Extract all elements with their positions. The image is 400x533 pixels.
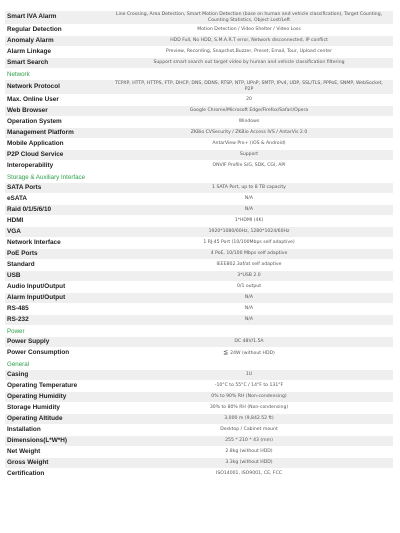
spec-label: Gross Weight xyxy=(7,458,49,466)
spec-row xyxy=(5,183,393,194)
spec-label: Power Consumption xyxy=(7,348,70,356)
section-header xyxy=(5,172,393,183)
spec-table xyxy=(5,11,393,480)
spec-row xyxy=(5,403,393,414)
spec-row xyxy=(5,106,393,117)
spec-row xyxy=(5,47,393,58)
section-title: Storage & Auxiliary Interface xyxy=(7,173,86,181)
spec-row xyxy=(5,337,393,348)
spec-value: 0% to 90% RH (Non-condensing) xyxy=(211,394,287,400)
spec-value: 2.8kg (without HDD) xyxy=(225,449,273,455)
spec-value: N/A xyxy=(244,196,254,202)
spec-row xyxy=(5,414,393,425)
spec-label: Alarm Input/Output xyxy=(7,293,66,301)
spec-row xyxy=(5,11,393,25)
spec-label: Operating Altitude xyxy=(7,414,63,422)
spec-row xyxy=(5,139,393,150)
spec-row xyxy=(5,304,393,315)
spec-value: TCP/IP, HTTP, HTTPS, FTP, DHCP, DNS, DDNS, RTSP, NTP, UPnP, SMTP, IPv4, UDP, SSL/TLS, PPPoE, SNMP, WebSocket, P2P xyxy=(115,81,383,92)
spec-label: PoE Ports xyxy=(7,249,38,257)
spec-value: Windows xyxy=(238,119,260,125)
spec-label: Web Browser xyxy=(7,106,48,114)
less-equal-symbol: ≦ xyxy=(223,349,229,357)
spec-row xyxy=(5,227,393,238)
spec-label: Certification xyxy=(7,469,45,477)
spec-label: Dimensions(L*W*H) xyxy=(7,436,68,444)
spec-row xyxy=(5,381,393,392)
spec-row xyxy=(5,80,393,95)
spec-value: ONVIF Profile S/G, SDK, CGI, API xyxy=(212,163,286,169)
spec-label: Network Interface xyxy=(7,238,61,246)
spec-value: 3.3kg (without HDD) xyxy=(225,460,273,466)
spec-value: AntarView Pro+ (iOS & Android) xyxy=(212,141,286,147)
spec-label: eSATA xyxy=(7,194,28,202)
spec-label: Operation System xyxy=(7,117,62,125)
spec-value: Motion Detection / Video Shelter / Video Loss xyxy=(197,27,301,33)
section-title: General xyxy=(7,360,30,368)
spec-row xyxy=(5,315,393,326)
spec-value: 3*USB 2.0 xyxy=(237,273,261,279)
spec-value: N/A xyxy=(244,295,254,301)
spec-label: RS-485 xyxy=(7,304,29,312)
spec-label: SATA Ports xyxy=(7,183,42,191)
section-title: Network xyxy=(7,70,30,78)
spec-row xyxy=(5,205,393,216)
spec-label: RS-232 xyxy=(7,315,29,323)
spec-row xyxy=(5,95,393,106)
spec-label: USB xyxy=(7,271,21,279)
spec-label: Alarm Linkage xyxy=(7,47,52,55)
section-header xyxy=(5,359,393,370)
spec-value: 0/1 output xyxy=(236,284,261,290)
spec-row xyxy=(5,58,393,69)
spec-value: 1 RJ-45 Port (10/100Mbps self adaptive) xyxy=(203,240,295,246)
spec-label: Network Protocol xyxy=(7,82,60,90)
spec-label: Mobile Application xyxy=(7,139,64,147)
spec-row xyxy=(5,238,393,249)
spec-row xyxy=(5,458,393,469)
spec-label: Casing xyxy=(7,370,29,378)
spec-row xyxy=(5,348,393,359)
spec-value: Line Crossing, Area Detection, Smart Motion Detection (base on human and vehicle classification), Target Counting, Counting Statistics, Object Lost/Left xyxy=(115,11,383,23)
spec-label: HDMI xyxy=(7,216,24,224)
spec-row xyxy=(5,150,393,161)
section-header xyxy=(5,326,393,337)
spec-label: P2P Cloud Service xyxy=(7,150,64,158)
spec-label: Management Platform xyxy=(7,128,74,136)
spec-value: ISO14001, ISO9001, CE, FCC xyxy=(215,471,282,477)
spec-label: Raid 0/1/5/6/10 xyxy=(7,205,52,213)
spec-label: Anomaly Alarm xyxy=(7,36,54,44)
spec-value: 4 PoE, 10/100 Mbps self adaptive xyxy=(210,251,288,257)
spec-value: 3,000 m (9,842.52 ft) xyxy=(224,416,274,422)
spec-row xyxy=(5,436,393,447)
spec-value: IEEE802.3af/at self adaptive xyxy=(216,262,282,268)
spec-row xyxy=(5,370,393,381)
spec-label: Max. Online User xyxy=(7,95,59,103)
spec-value: 1920*1080/60Hz, 1280*1024/60Hz xyxy=(208,229,290,235)
spec-label: Regular Detection xyxy=(7,25,62,33)
spec-value: N/A xyxy=(244,207,254,213)
spec-value: ZKBio CVSecurity / ZKBio Access IVS / AntarVis 2.0 xyxy=(190,130,308,136)
spec-label: Installation xyxy=(7,425,41,433)
spec-value: -10°C to 55°C / 14°F to 131°F xyxy=(214,383,284,389)
spec-value-text: 24W (without HDD) xyxy=(230,351,275,357)
spec-label: Storage Humidity xyxy=(7,403,60,411)
spec-label: Smart IVA Alarm xyxy=(7,13,57,21)
spec-row xyxy=(5,282,393,293)
spec-row xyxy=(5,128,393,139)
spec-value: 1 SATA Port, up to 8 TB capacity xyxy=(212,185,286,191)
spec-value: Desktop / Cabinet mount xyxy=(220,427,278,433)
spec-value: Support smart search out target video by human and vehicle classification filtering xyxy=(153,60,345,66)
spec-value: HDD Full, No HDD, S.M.A.R.T error, Network disconnected, IP conflict xyxy=(170,38,328,44)
spec-value: N/A xyxy=(244,306,254,312)
spec-row xyxy=(5,194,393,205)
spec-row xyxy=(5,425,393,436)
spec-row xyxy=(5,161,393,172)
spec-row xyxy=(5,392,393,403)
spec-value: 30% to 80% RH (Non-condensing) xyxy=(209,405,289,411)
spec-row xyxy=(5,249,393,260)
spec-row xyxy=(5,36,393,47)
spec-row xyxy=(5,469,393,480)
spec-value: 1*HDMI (4K) xyxy=(234,218,264,224)
spec-value: N/A xyxy=(244,317,254,323)
section-header xyxy=(5,69,393,80)
spec-value: 1U xyxy=(245,372,253,378)
spec-label: Interoperability xyxy=(7,161,54,169)
spec-label: Net Weight xyxy=(7,447,41,455)
spec-label: VGA xyxy=(7,227,21,235)
spec-row xyxy=(5,117,393,128)
spec-row xyxy=(5,271,393,282)
spec-label: Power Supply xyxy=(7,337,50,345)
spec-row xyxy=(5,25,393,36)
spec-value: Support xyxy=(239,152,259,158)
section-title: Power xyxy=(7,327,25,335)
spec-label: Operating Temperature xyxy=(7,381,78,389)
spec-value: 255 * 210 * 43 (mm) xyxy=(225,438,273,444)
spec-row xyxy=(5,293,393,304)
spec-label: Smart Search xyxy=(7,58,49,66)
spec-value: Preview, Recording, Snapshot,Buzzer, Preset, Email, Tour, Upload center xyxy=(166,49,332,55)
spec-value: DC 48V/1.5A xyxy=(234,339,264,345)
spec-label: Standard xyxy=(7,260,35,268)
spec-row xyxy=(5,447,393,458)
spec-value: Google Chrome/Microsoft Edge/Firefox/Safari/Opera xyxy=(189,108,309,114)
spec-value xyxy=(105,349,393,357)
spec-row xyxy=(5,260,393,271)
spec-label: Audio Input/Output xyxy=(7,282,66,290)
spec-label: Operating Humidity xyxy=(7,392,67,400)
spec-row xyxy=(5,216,393,227)
spec-value: 20 xyxy=(246,97,252,103)
